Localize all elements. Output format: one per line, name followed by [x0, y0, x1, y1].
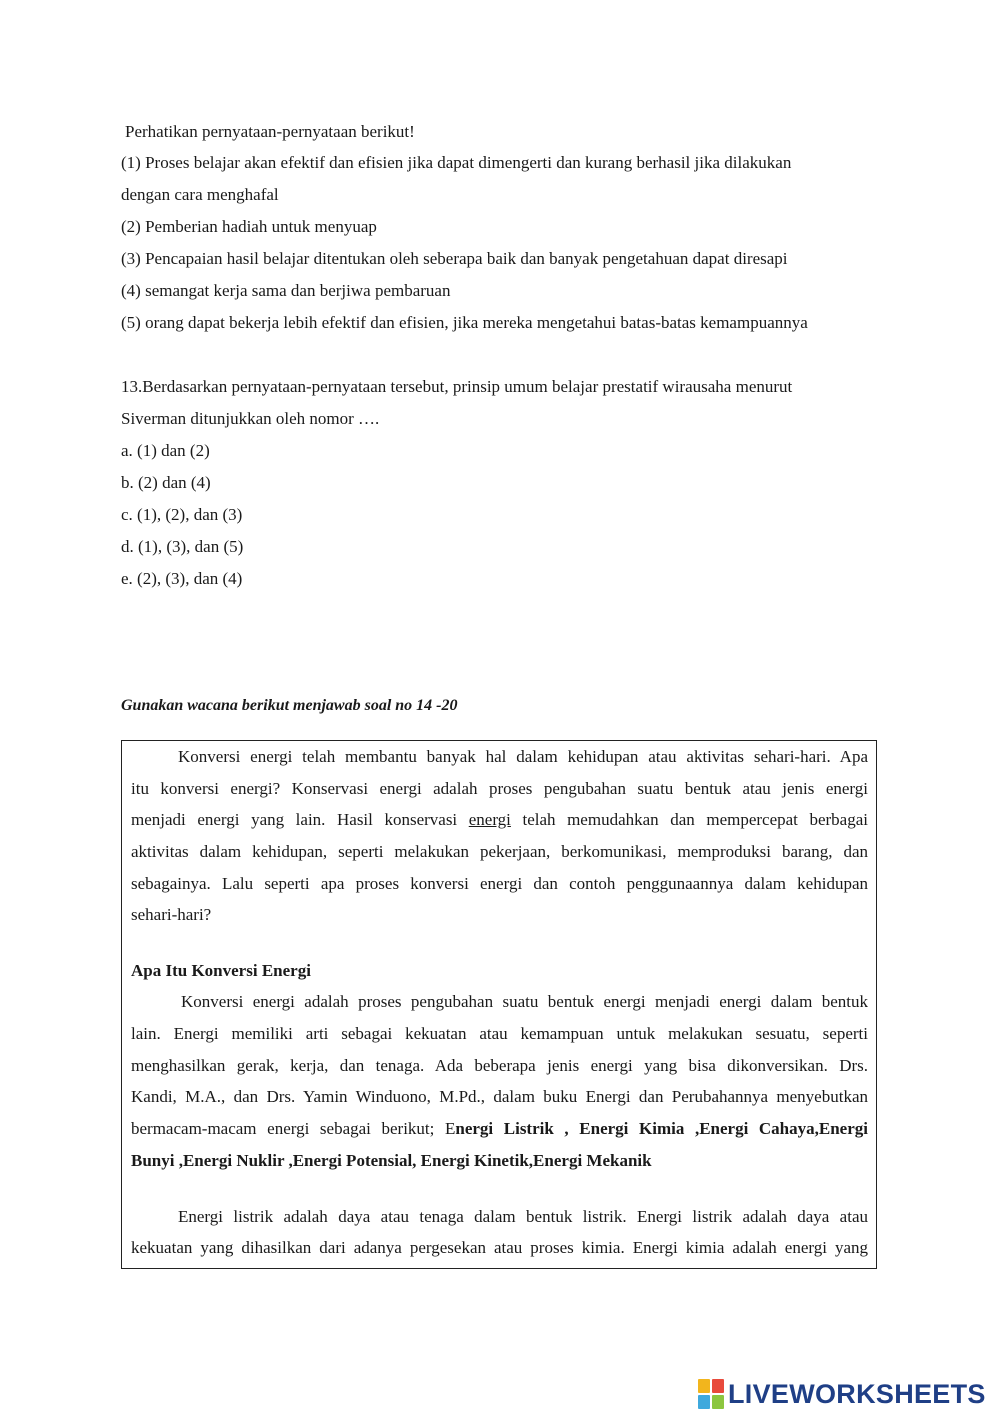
passage-line: aktivitas dalam kehidupan, seperti melakukan pekerjaan, berkomunikasi, memproduksi barang, dan: [131, 842, 868, 861]
passage-line: lain. Energi memiliki arti sebagai kekuatan atau kemampuan untuk melakukan sesuatu, seperti: [131, 1024, 868, 1043]
liveworksheets-logo-icon: [698, 1379, 724, 1409]
passage-line: Konversi energi adalah proses pengubahan suatu bentuk energi menjadi energi dalam bentuk: [181, 992, 868, 1011]
passage-line: Energi listrik adalah daya atau tenaga dalam bentuk listrik. Energi listrik adalah daya atau: [178, 1207, 868, 1226]
passage-line: sehari-hari?: [131, 905, 212, 924]
answer-option: d. (1), (3), dan (5): [121, 537, 244, 556]
answer-option: e. (2), (3), dan (4): [121, 569, 243, 588]
passage-line: itu konversi energi? Konservasi energi adalah proses pengubahan suatu bentuk atau jenis energi: [131, 779, 868, 798]
statement-line: (2) Pemberian hadiah untuk menyuap: [121, 217, 377, 236]
question-text: 13.Berdasarkan pernyataan-pernyataan tersebut, prinsip umum belajar prestatif wirausaha menurut: [121, 377, 793, 396]
logo-tile: [712, 1379, 724, 1393]
passage-line: Kandi, M.A., dan Drs. Yamin Winduono, M.Pd., dalam buku Energi dan Perubahannya menyebutkan: [131, 1087, 868, 1106]
statement-line: (4) semangat kerja sama dan berjiwa pembaruan: [121, 281, 451, 300]
answer-option: c. (1), (2), dan (3): [121, 505, 243, 524]
section-heading: Gunakan wacana berikut menjawab soal no 14 -20: [121, 697, 458, 714]
passage-line: [131, 810, 868, 830]
intro-text: Perhatikan pernyataan-pernyataan berikut!: [125, 122, 415, 141]
liveworksheets-logo[interactable]: [698, 1378, 986, 1410]
passage-text: menjadi energi yang lain. Hasil konservasi: [131, 810, 469, 829]
question-text: Siverman ditunjukkan oleh nomor ….: [121, 409, 380, 428]
passage-text: bermacam-macam energi sebagai berikut; E: [131, 1119, 456, 1138]
passage-line: Konversi energi telah membantu banyak hal dalam kehidupan atau aktivitas sehari-hari. Apa: [178, 747, 868, 766]
energy-types-bold: Bunyi ,Energi Nuklir ,Energi Potensial, Energi Kinetik,Energi Mekanik: [131, 1151, 652, 1170]
underlined-word: energi: [468, 810, 511, 829]
answer-option: a. (1) dan (2): [121, 441, 210, 460]
logo-tile: [698, 1379, 710, 1393]
statement-line: (3) Pencapaian hasil belajar ditentukan oleh seberapa baik dan banyak pengetahuan dapat diresapi: [121, 249, 788, 268]
statement-line: (1) Proses belajar akan efektif dan efisien jika dapat dimengerti dan kurang berhasil jika dilakukan: [121, 153, 792, 172]
reading-passage-box: [121, 740, 877, 1269]
logo-text: LIVEWORKSHEETS: [728, 1378, 986, 1409]
statement-line: dengan cara menghafal: [121, 185, 279, 204]
passage-line: [131, 1119, 868, 1139]
passage-line: kekuatan yang dihasilkan dari adanya pergesekan atau proses kimia. Energi kimia adalah energi yang: [131, 1238, 868, 1257]
passage-subheading: Apa Itu Konversi Energi: [131, 961, 311, 980]
energy-types-bold: nergi Listrik , Energi Kimia ,Energi Cahaya,Energi: [455, 1119, 868, 1138]
passage-line: sebagainya. Lalu seperti apa proses konversi energi dan contoh penggunaannya dalam kehidupan: [131, 874, 868, 893]
logo-tile: [698, 1395, 710, 1409]
answer-option: b. (2) dan (4): [121, 473, 211, 492]
passage-line: menghasilkan gerak, kerja, dan tenaga. Ada beberapa jenis energi yang bisa dikonversikan. Drs.: [131, 1056, 868, 1075]
statement-line: (5) orang dapat bekerja lebih efektif dan efisien, jika mereka mengetahui batas-batas kemampuannya: [121, 313, 808, 332]
logo-tile: [712, 1395, 724, 1409]
passage-text: telah memudahkan dan mempercepat berbagai: [510, 810, 868, 829]
